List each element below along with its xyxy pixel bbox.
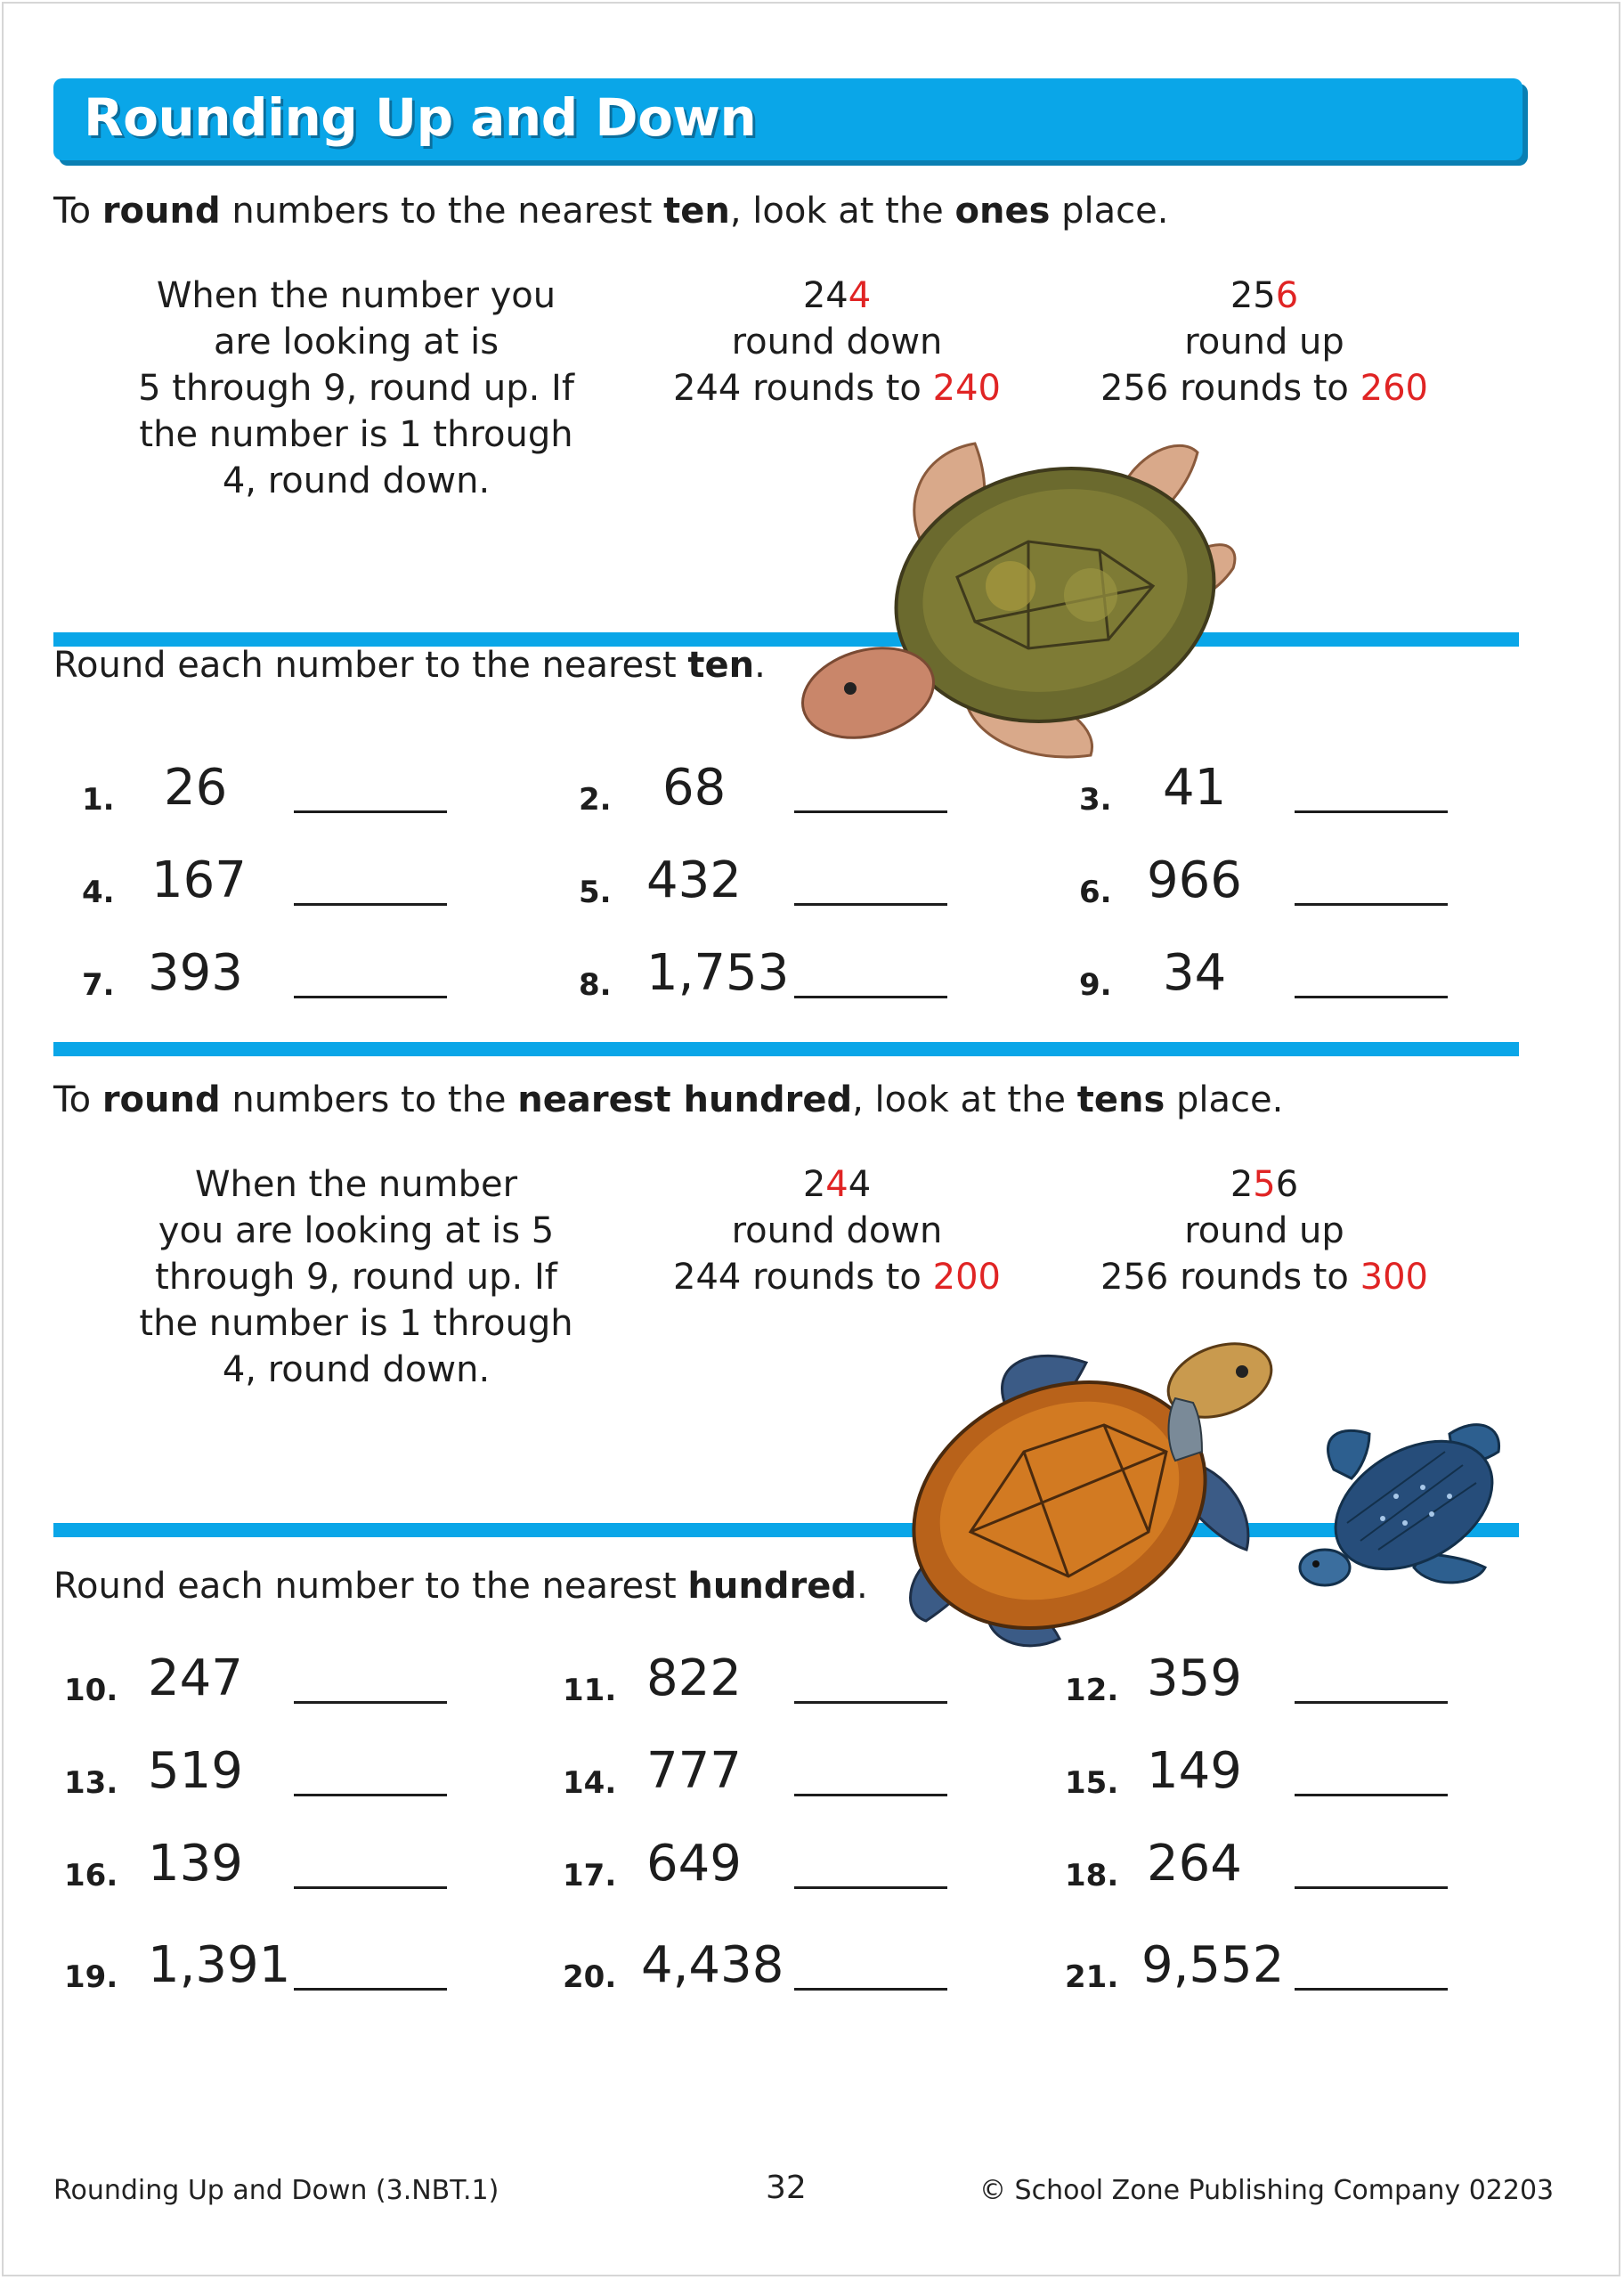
problem-value: 519 xyxy=(148,1742,243,1800)
problem-value: 9,552 xyxy=(1141,1936,1285,1994)
problem-value: 777 xyxy=(646,1742,742,1800)
answer-blank[interactable] xyxy=(294,903,447,906)
intro-bold: ten xyxy=(663,191,730,232)
section-hundred-intro xyxy=(53,1079,1283,1120)
problem-value: 41 xyxy=(1163,759,1227,817)
intro-bold: ones xyxy=(954,191,1051,232)
answer-blank[interactable] xyxy=(294,1886,447,1889)
answer-blank[interactable] xyxy=(294,996,447,998)
explanation-line: through 9, round up. If xyxy=(155,1257,557,1298)
problem-value: 34 xyxy=(1163,944,1227,1002)
answer-blank[interactable] xyxy=(294,1794,447,1796)
problem-value: 1,391 xyxy=(148,1936,291,1994)
problem-value: 432 xyxy=(646,851,742,909)
example-round-up-ten xyxy=(1086,273,1442,411)
problem-value: 26 xyxy=(164,759,228,817)
section-ten-explanation xyxy=(125,273,588,504)
result-value: 300 xyxy=(1360,1257,1428,1298)
example-action: round down xyxy=(731,322,943,362)
leatherback-turtle-illustration xyxy=(1298,1416,1512,1594)
explanation-line: When the number you xyxy=(156,275,556,316)
problem-number: 6. xyxy=(1079,875,1112,910)
result-value: 240 xyxy=(932,368,1001,409)
answer-blank[interactable] xyxy=(1295,1988,1448,1991)
intro-text: place. xyxy=(1050,191,1169,232)
example-number: 244 xyxy=(802,275,872,316)
explanation-line: are looking at is xyxy=(213,322,499,362)
problem-value: 4,438 xyxy=(641,1936,784,1994)
section-hundred-instruction: Round each number to the nearest hundred. xyxy=(53,1566,868,1607)
section-divider xyxy=(53,1042,1519,1056)
answer-blank[interactable] xyxy=(794,1701,947,1704)
problem-value: 359 xyxy=(1147,1649,1242,1707)
example-round-up-hundred xyxy=(1086,1161,1442,1300)
problem-value: 822 xyxy=(646,1649,742,1707)
problem-number: 1. xyxy=(82,782,115,818)
highlight-digit: 6 xyxy=(1275,275,1299,316)
problem-number: 17. xyxy=(563,1858,617,1893)
intro-bold: round xyxy=(102,191,221,232)
example-number: 244 xyxy=(802,1164,872,1205)
problem-value: 139 xyxy=(148,1835,243,1893)
explanation-line: 4, round down. xyxy=(222,460,491,501)
answer-blank[interactable] xyxy=(794,903,947,906)
problem-value: 1,753 xyxy=(646,944,790,1002)
problem-number: 20. xyxy=(563,1959,617,1995)
example-round-down-ten xyxy=(659,273,1015,411)
highlight-digit: 4 xyxy=(848,275,872,316)
problem-number: 19. xyxy=(64,1959,118,1995)
hawksbill-turtle-illustration xyxy=(881,1327,1291,1657)
section-hundred-explanation xyxy=(125,1161,588,1393)
problem-value: 393 xyxy=(148,944,243,1002)
answer-blank[interactable] xyxy=(1295,903,1448,906)
problem-number: 9. xyxy=(1079,967,1112,1003)
problem-number: 21. xyxy=(1065,1959,1119,1995)
example-number: 256 xyxy=(1230,1164,1299,1205)
loggerhead-turtle-illustration xyxy=(797,435,1278,773)
answer-blank[interactable] xyxy=(1295,1886,1448,1889)
explanation-line: the number is 1 through xyxy=(139,414,573,455)
explanation-line: 5 through 9, round up. If xyxy=(138,368,574,409)
example-result: 256 rounds to 300 xyxy=(1100,1257,1428,1298)
page-number: 32 xyxy=(766,2170,807,2206)
problem-number: 14. xyxy=(563,1765,617,1801)
intro-text: place. xyxy=(1165,1079,1284,1120)
result-value: 200 xyxy=(932,1257,1001,1298)
answer-blank[interactable] xyxy=(294,1988,447,1991)
problem-number: 18. xyxy=(1065,1858,1119,1893)
intro-text: To xyxy=(53,1079,102,1120)
problem-number: 7. xyxy=(82,967,115,1003)
section-ten-intro xyxy=(53,191,1168,232)
footer-left: Rounding Up and Down (3.NBT.1) xyxy=(53,2175,499,2206)
intro-text: numbers to the nearest xyxy=(220,191,664,232)
explanation-line: the number is 1 through xyxy=(139,1303,573,1344)
answer-blank[interactable] xyxy=(794,996,947,998)
instruction-bold: ten xyxy=(687,645,755,686)
explanation-line: 4, round down. xyxy=(222,1349,491,1390)
problem-number: 12. xyxy=(1065,1673,1119,1708)
answer-blank[interactable] xyxy=(1295,1794,1448,1796)
answer-blank[interactable] xyxy=(294,810,447,813)
problem-number: 5. xyxy=(579,875,612,910)
example-result: 244 rounds to 240 xyxy=(673,368,1001,409)
answer-blank[interactable] xyxy=(794,810,947,813)
example-action: round up xyxy=(1184,322,1344,362)
problem-number: 3. xyxy=(1079,782,1112,818)
answer-blank[interactable] xyxy=(794,1988,947,1991)
answer-blank[interactable] xyxy=(1295,810,1448,813)
intro-text: numbers to the xyxy=(220,1079,518,1120)
example-action: round down xyxy=(731,1210,943,1251)
answer-blank[interactable] xyxy=(794,1886,947,1889)
result-value: 260 xyxy=(1360,368,1428,409)
answer-blank[interactable] xyxy=(294,1701,447,1704)
example-number: 256 xyxy=(1230,275,1299,316)
intro-text: To xyxy=(53,191,102,232)
answer-blank[interactable] xyxy=(794,1794,947,1796)
intro-text: , look at the xyxy=(729,191,955,232)
problem-number: 15. xyxy=(1065,1765,1119,1801)
answer-blank[interactable] xyxy=(1295,1701,1448,1704)
intro-text: , look at the xyxy=(852,1079,1077,1120)
page-title: Rounding Up and Down xyxy=(84,87,757,148)
title-banner xyxy=(53,78,1522,160)
highlight-digit: 4 xyxy=(825,1164,849,1205)
intro-bold: round xyxy=(102,1079,221,1120)
problem-value: 247 xyxy=(148,1649,243,1707)
intro-bold: tens xyxy=(1076,1079,1165,1120)
explanation-line: When the number xyxy=(194,1164,518,1205)
section-ten-instruction: Round each number to the nearest ten. xyxy=(53,645,766,686)
problem-value: 649 xyxy=(646,1835,742,1893)
problem-number: 4. xyxy=(82,875,115,910)
instruction-bold: hundred xyxy=(687,1566,857,1607)
highlight-digit: 5 xyxy=(1253,1164,1276,1205)
problem-number: 10. xyxy=(64,1673,118,1708)
example-result: 256 rounds to 260 xyxy=(1100,368,1428,409)
problem-value: 264 xyxy=(1147,1835,1242,1893)
problem-number: 2. xyxy=(579,782,612,818)
problem-value: 966 xyxy=(1147,851,1242,909)
example-action: round up xyxy=(1184,1210,1344,1251)
problem-value: 149 xyxy=(1147,1742,1242,1800)
intro-bold: nearest hundred xyxy=(517,1079,853,1120)
problem-number: 13. xyxy=(64,1765,118,1801)
problem-value: 68 xyxy=(662,759,727,817)
example-round-down-hundred xyxy=(659,1161,1015,1300)
footer-right: © School Zone Publishing Company 02203 xyxy=(979,2175,1555,2206)
example-result: 244 rounds to 200 xyxy=(673,1257,1001,1298)
problem-number: 8. xyxy=(579,967,612,1003)
problem-value: 167 xyxy=(151,851,247,909)
explanation-line: you are looking at is 5 xyxy=(158,1210,555,1251)
problem-number: 11. xyxy=(563,1673,617,1708)
answer-blank[interactable] xyxy=(1295,996,1448,998)
problem-number: 16. xyxy=(64,1858,118,1893)
